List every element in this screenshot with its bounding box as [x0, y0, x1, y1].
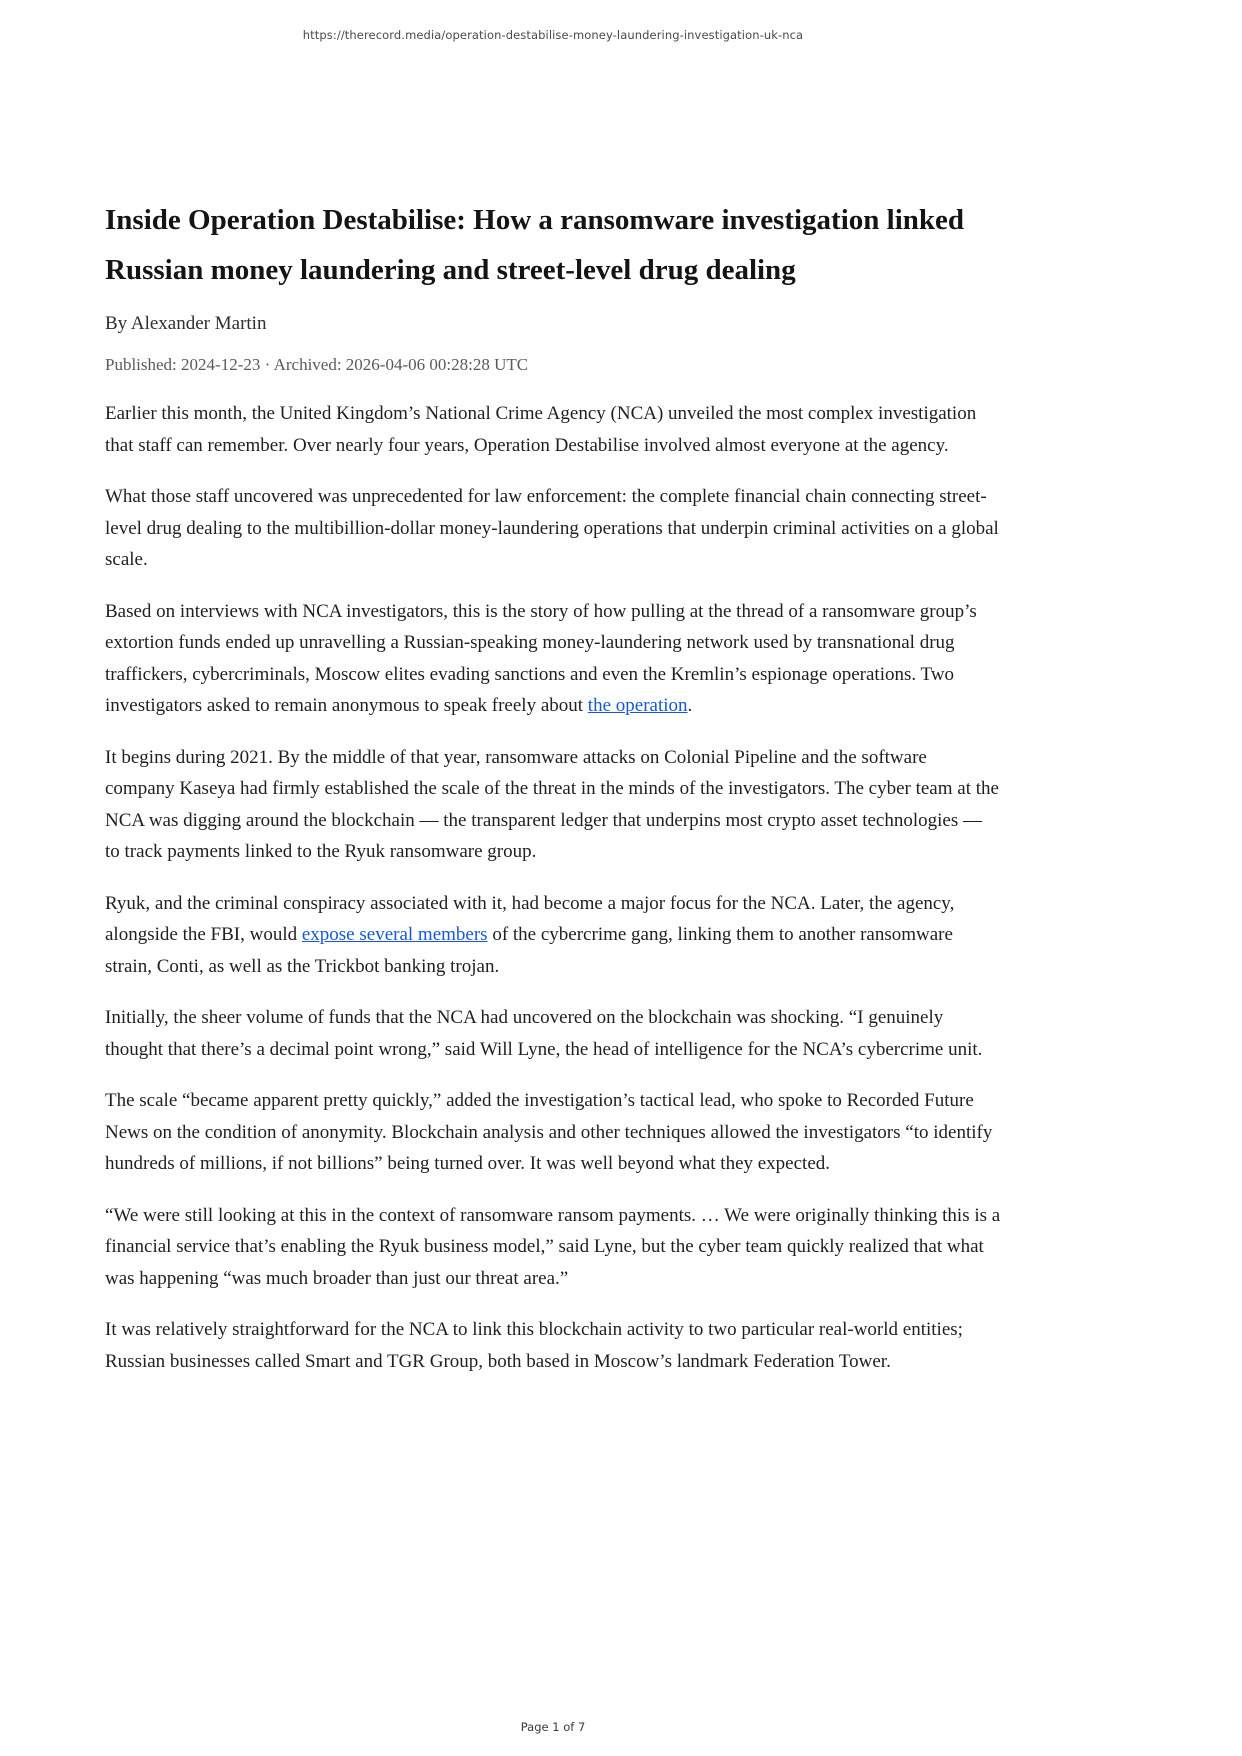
- byline: By Alexander Martin: [105, 313, 267, 334]
- paragraph-text: It begins during 2021. By the middle of that year, ransomware attacks on Colonial Pipeline and the software company Kaseya had firmly established the scale of the threat in the minds of the investigators. The cyber team at the NCA was digging around the blockchain — the transparent ledger that underpins most crypto asset technologies — to track payments linked to the Ryuk ransomware group.: [105, 746, 999, 862]
- paragraph-text: Ryuk, and the criminal conspiracy associated with it, had become a major focus for the NCA. Later, the agency, alongside the FBI, would: [105, 892, 955, 945]
- article-title: Inside Operation Destabilise: How a ransomware investigation linked Russian money laundering and street-level drug dealing: [105, 204, 965, 286]
- page-number-footer: Page 1 of 7: [520, 1720, 586, 1734]
- article-paragraph: [105, 1002, 1001, 1065]
- paragraph-text: It was relatively straightforward for the NCA to link this blockchain activity to two particular real-world entities; Russian businesses called Smart and TGR Group, both based in Moscow’s landmark Federation Tower.: [105, 1319, 963, 1372]
- article-paragraph: [105, 888, 1001, 983]
- content-column: [105, 0, 1001, 1397]
- expose-several-members-link[interactable]: expose several members: [301, 924, 488, 945]
- publish-archive-meta: Published: 2024-12-23 · Archived: 2026-04-06 00:28:28 UTC: [105, 355, 529, 374]
- paragraph-text: Initially, the sheer volume of funds that the NCA had uncovered on the blockchain was shocking. “I genuinely thought that there’s a decimal point wrong,” said Will Lyne, the head of intelligence for the NCA’s cybercrime unit.: [105, 1007, 983, 1060]
- paragraph-text: .: [687, 695, 693, 716]
- article-body: [105, 398, 1001, 1377]
- article-paragraph: [105, 481, 1001, 576]
- paragraph-text: The scale “became apparent pretty quickly,” added the investigation’s tactical lead, who spoke to Recorded Future News on the condition of anonymity. Blockchain analysis and other techniques allowed the investigators “to identify hundreds of millions, if not billions” being turned over. It was well beyond what they expected.: [105, 1090, 993, 1174]
- article-paragraph: [105, 1085, 1001, 1180]
- article-paragraph: [105, 596, 1001, 722]
- paragraph-text: of the cybercrime gang, linking them to another ransomware strain, Conti, as well as the Trickbot banking trojan.: [105, 924, 953, 977]
- paragraph-text: “We were still looking at this in the context of ransomware ransom payments. … We were originally thinking this is a financial service that’s enabling the Ryuk business model,” said Lyne, but the cyber team quickly realized that what was happening “was much broader than just our threat area.”: [105, 1204, 1001, 1289]
- paragraph-text: What those staff uncovered was unprecedented for law enforcement: the complete financial chain connecting street-level drug dealing to the multibillion-dollar money-laundering operations that underpin criminal activities on a global scale.: [105, 486, 999, 570]
- paragraph-text: Earlier this month, the United Kingdom’s National Crime Agency (NCA) unveiled the most complex investigation that staff can remember. Over nearly four years, Operation Destabilise involved almost everyone at the agency.: [105, 403, 977, 456]
- the-operation-link[interactable]: the operation: [587, 695, 688, 716]
- paragraph-text: Based on interviews with NCA investigators, this is the story of how pulling at the thread of a ransomware group’s extortion funds ended up unravelling a Russian-speaking money-laundering network used by transnational drug traffickers, cybercriminals, Moscow elites evading sanctions and even the Kremlin’s espionage operations. Two investigators asked to remain anonymous to speak freely about: [105, 600, 977, 716]
- article-paragraph: [105, 398, 1001, 461]
- article-paragraph: [105, 1200, 1001, 1295]
- article-paragraph: [105, 742, 1001, 868]
- archive-url-header: https://therecord.media/operation-destabilise-money-laundering-investigation-uk-nca: [302, 28, 804, 42]
- article-paragraph: [105, 1314, 1001, 1377]
